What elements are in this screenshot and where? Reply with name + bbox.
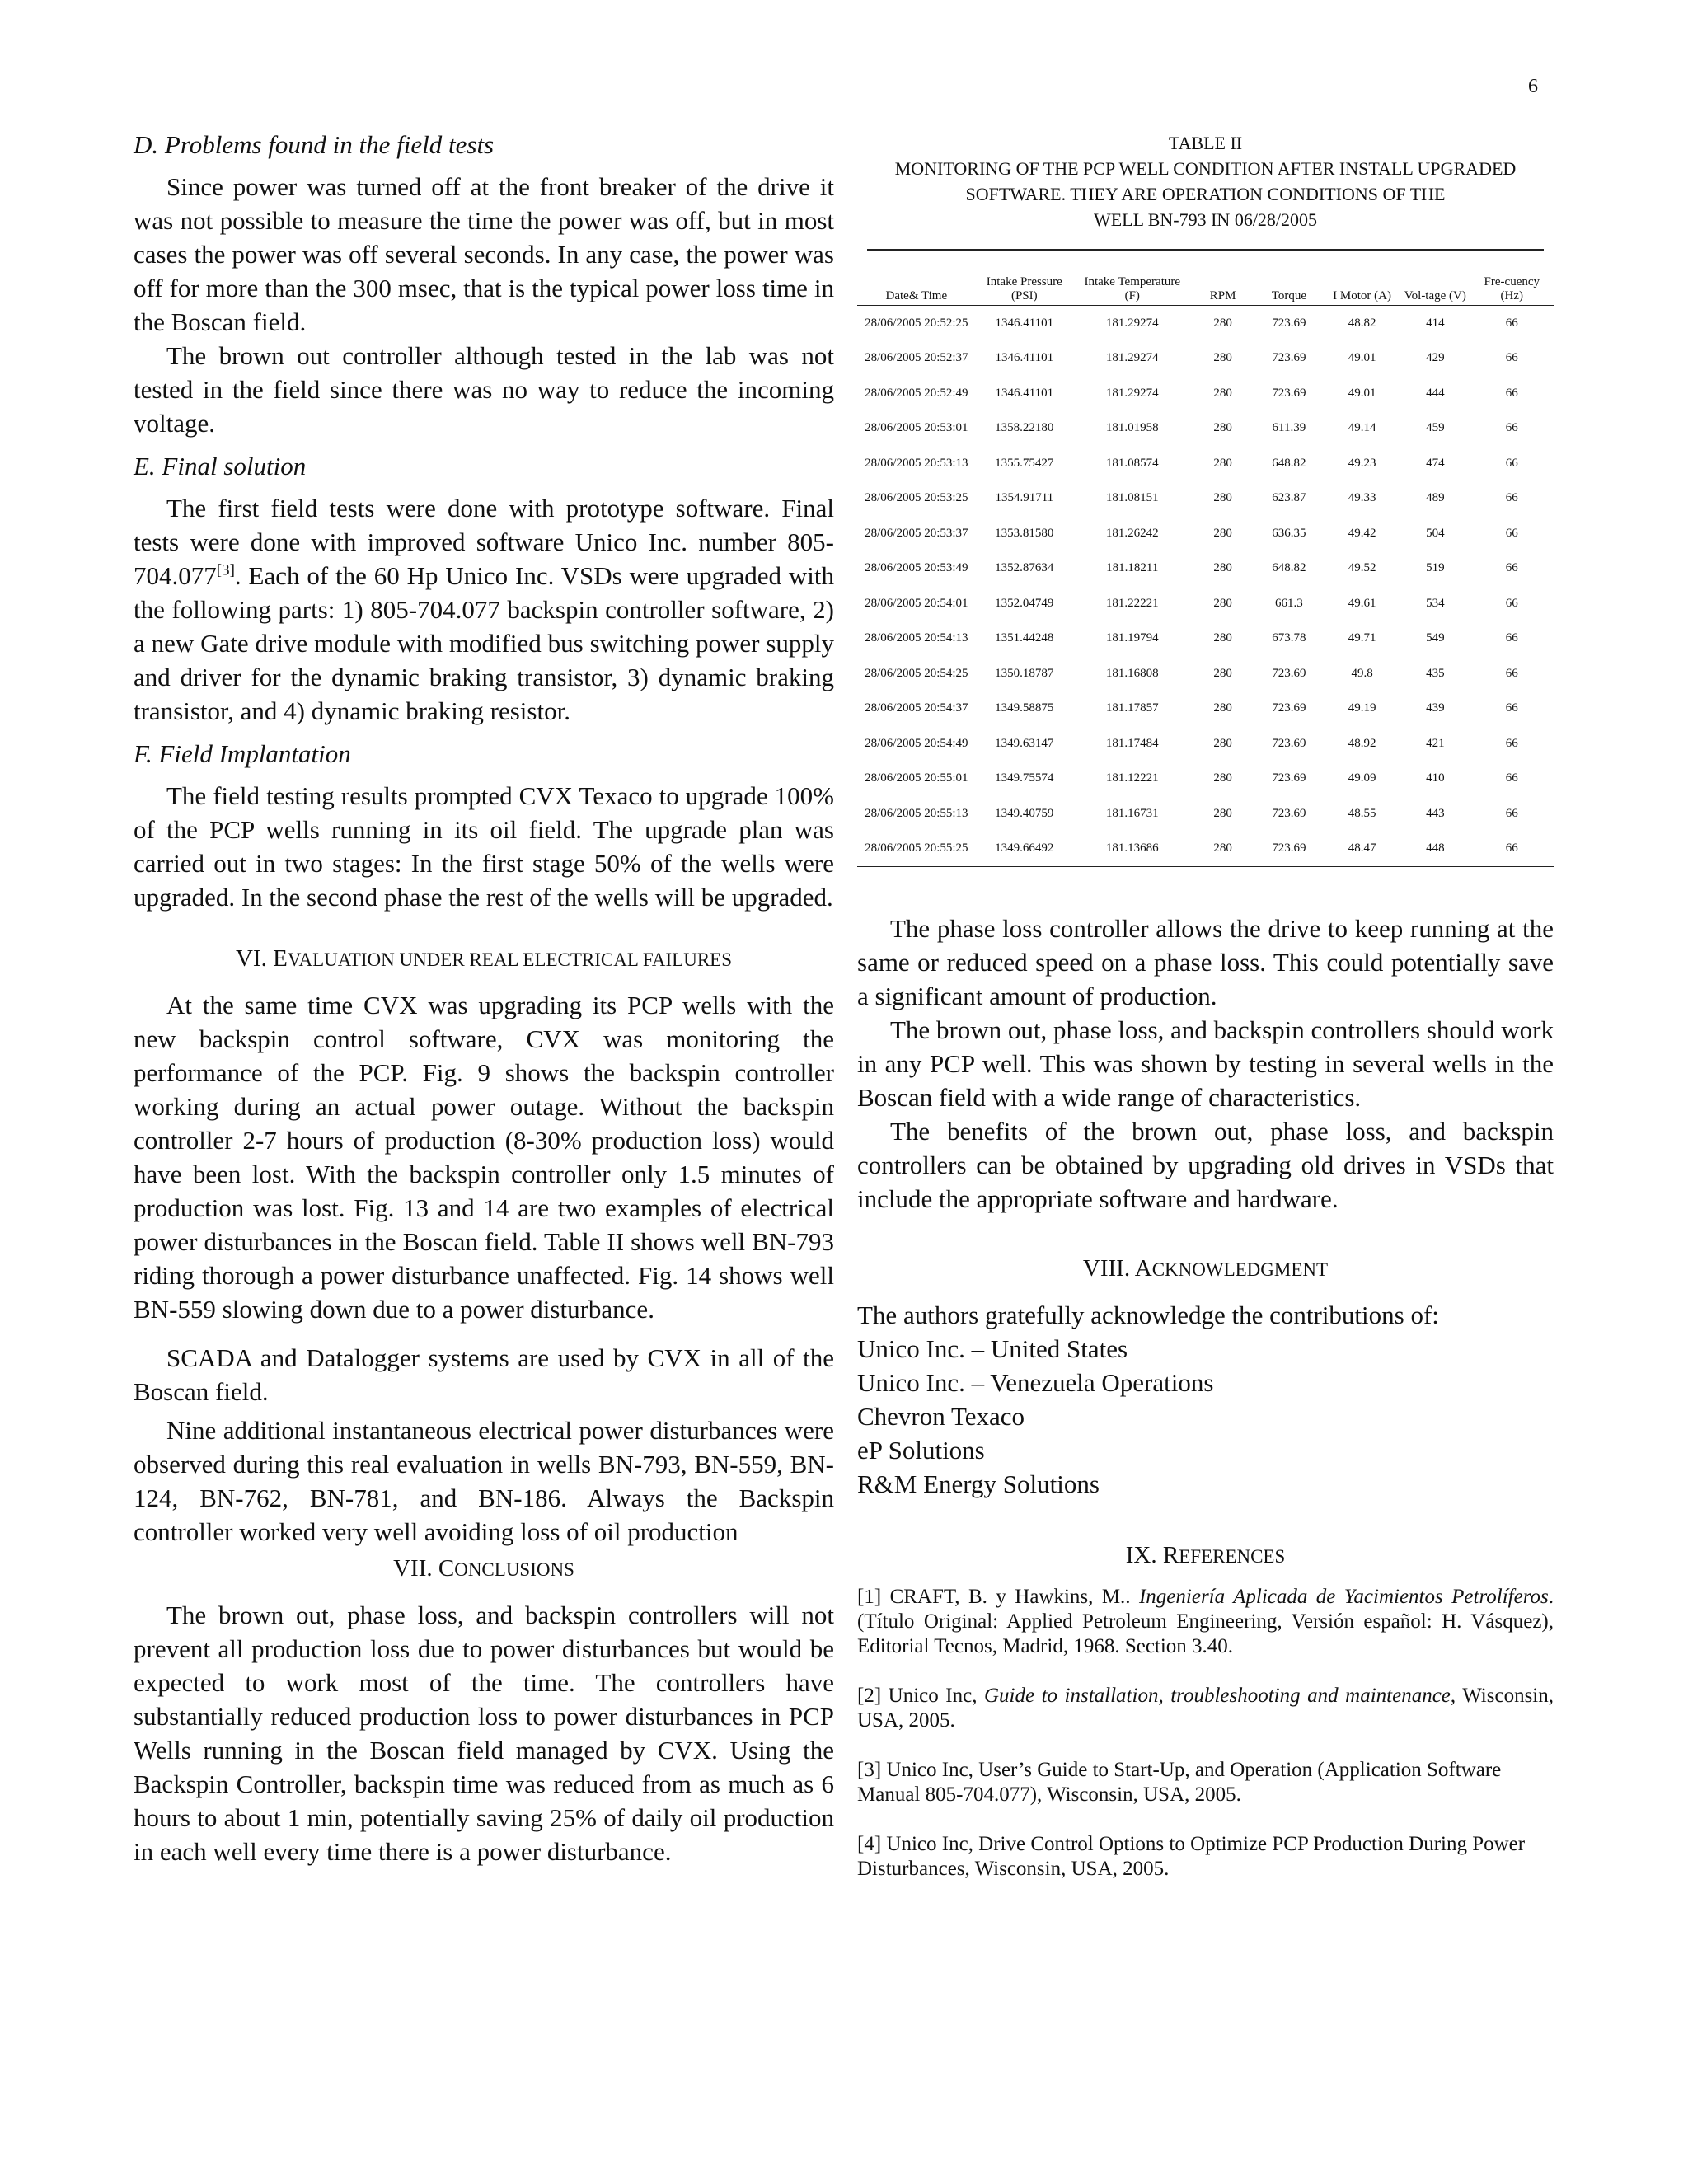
table-cell: 28/06/2005 20:53:25: [865, 491, 968, 505]
section-number: VIII.: [1082, 1255, 1135, 1282]
paragraph: The brown out controller although tested in the lab was not tested in the field since there was no way to reduce the incoming voltage.: [134, 341, 834, 438]
table-cell: 49.52: [1348, 561, 1376, 575]
table-top-rule: [867, 249, 1544, 251]
table-cell: 1352.04749: [995, 596, 1054, 610]
paragraph: The field testing results prompted CVX Texaco to upgrade 100% of the PCP wells running in its oil field. The upgrade plan was carried out in two stages: In the first stage 50% of the wells were upgraded. In the second phase the rest of the wells will be upgraded.: [134, 781, 834, 912]
table-cell: 66: [1505, 386, 1518, 400]
table-cell: 28/06/2005 20:55:25: [857, 832, 976, 867]
table-cell: 181.18211: [1106, 561, 1159, 575]
table-body: [857, 306, 1554, 867]
section-number: VII.: [393, 1555, 438, 1582]
section-rest: ONCLUSIONS: [454, 1559, 574, 1580]
table-cell: 181.16731: [1105, 806, 1159, 820]
table-cell: 49.01: [1348, 386, 1376, 400]
table-cell: 28/06/2005 20:55:01: [865, 771, 968, 785]
table-cell: 66: [1505, 596, 1518, 610]
table-cell: 723.69: [1272, 666, 1306, 680]
table-cell: 280: [1213, 456, 1232, 470]
reference-title: Ingeniería Aplicada de Yacimientos Petrolíferos: [1138, 1586, 1549, 1608]
table-cell: 280: [1213, 386, 1232, 400]
table-cell: 280: [1213, 771, 1232, 785]
acknowledgment-item: Unico Inc. – United States: [857, 1334, 1128, 1363]
table-cell: 280: [1213, 666, 1232, 680]
section-vi-title: [134, 942, 834, 977]
table-cell: 1353.81580: [995, 526, 1054, 540]
data-table: [857, 275, 1554, 867]
table-cell: 280: [1192, 832, 1254, 867]
table-cell: 723.69: [1272, 351, 1306, 365]
table-cell: 66: [1505, 771, 1518, 785]
table-cell: 489: [1426, 491, 1445, 505]
section-vii-title: [134, 1552, 834, 1586]
table-cell: 648.82: [1272, 456, 1306, 470]
table-row: [857, 446, 1554, 481]
text-span: , Wisconsin, USA, 2005.: [857, 1685, 1554, 1732]
table-cell: 410: [1426, 771, 1445, 785]
table-cell: 48.47: [1324, 832, 1400, 867]
right-column: [857, 122, 1554, 1906]
table-cell: 28/06/2005 20:54:37: [865, 701, 968, 715]
text-span: . Each of the 60 Hp Unico Inc. VSDs were upgraded with the following parts: 1) 805-704.077 backspin controller software, 2) a new Gate drive module with modified bus switching power supply and driver for the dynamic braking transistor, 3) dynamic braking transistor, and 4) dynamic braking resistor.: [134, 561, 834, 725]
table-cell: 1346.41101: [995, 351, 1054, 365]
table-cell: 66: [1505, 456, 1518, 470]
table-cell: 181.08574: [1105, 456, 1159, 470]
table-cell: 48.92: [1348, 736, 1376, 750]
table-cell: 66: [1505, 561, 1518, 575]
table-cell: 28/06/2005 20:53:49: [865, 561, 968, 575]
table-row: [857, 306, 1554, 341]
subsection-d-title: D. Problems found in the field tests: [134, 130, 495, 159]
table-cell: 66: [1470, 832, 1554, 867]
section-viii-title: [857, 1252, 1554, 1286]
subsection-e-title: E. Final solution: [134, 452, 307, 480]
table-cell: 28/06/2005 20:52:25: [865, 316, 968, 330]
table-row: [857, 796, 1554, 832]
table-row: [857, 762, 1554, 797]
table-cell: 648.82: [1272, 561, 1306, 575]
table-cell: 66: [1505, 736, 1518, 750]
text-span: . (Título Original: Applied Petroleum Engineering, Versión español: H. Vásquez), Editorial Tecnos, Madrid, 1968. Section 3.40.: [857, 1586, 1554, 1657]
table-caption-line: MONITORING OF THE PCP WELL CONDITION AFTER INSTALL UPGRADED: [894, 158, 1517, 179]
table-cell: 534: [1426, 596, 1445, 610]
table-cell: 280: [1213, 561, 1232, 575]
text-span: [1] CRAFT, B. y Hawkins, M..: [857, 1586, 1139, 1608]
paragraph: The brown out, phase loss, and backspin controllers will not prevent all production loss due to power disturbances but would be expected to work most of the time. The controllers have substantially reduced production loss to power disturbances in PCP Wells running in the Boscan field managed by CVX. Using the Backspin Controller, backspin time was reduced from as much as 6 hours to about 1 min, potentially saving 25% of daily oil production in each well every time there is a power disturbance.: [134, 1601, 834, 1866]
acknowledgment-item: eP Solutions: [857, 1436, 985, 1465]
section-rest: CKNOWLEDGMENT: [1151, 1259, 1329, 1280]
column-header: Intake Pressure (PSI): [976, 275, 1073, 306]
table-cell: 28/06/2005 20:54:01: [865, 596, 968, 610]
table-cell: 280: [1213, 701, 1232, 715]
acknowledgment-item: Chevron Texaco: [857, 1402, 1025, 1431]
table-cell: 181.22221: [1105, 596, 1159, 610]
citation-link[interactable]: [3]: [216, 561, 235, 579]
table-cell: 28/06/2005 20:55:13: [865, 806, 968, 820]
section-ix-title: [857, 1539, 1554, 1573]
table-row: [857, 726, 1554, 762]
table-cell: 49.61: [1348, 596, 1376, 610]
table-cell: 1349.40759: [995, 806, 1054, 820]
table-cell: 66: [1505, 701, 1518, 715]
table-cell: 435: [1426, 666, 1445, 680]
table-cell: 723.69: [1272, 701, 1306, 715]
table-cell: 181.19794: [1105, 631, 1159, 645]
table-cell: 673.78: [1272, 631, 1306, 645]
reference-title: Guide to installation, troubleshooting and maintenance: [983, 1685, 1451, 1707]
table-cell: 439: [1426, 701, 1445, 715]
paragraph: SCADA and Datalogger systems are used by CVX in all of the Boscan field.: [134, 1343, 834, 1406]
table-cell: 723.69: [1254, 832, 1325, 867]
section-rest: EFERENCES: [1179, 1546, 1286, 1567]
table-cell: 181.29274: [1105, 316, 1159, 330]
table-cell: 280: [1213, 736, 1232, 750]
subsection-f-title: F. Field Implantation: [134, 739, 351, 768]
table-cell: 181.12221: [1105, 771, 1159, 785]
table-row: [857, 586, 1554, 621]
table-cell: 280: [1213, 421, 1232, 435]
reference-item: [4] Unico Inc, Drive Control Options to Optimize PCP Production During Power Disturbances, Wisconsin, USA, 2005.: [857, 1833, 1526, 1880]
paragraph: The phase loss controller allows the drive to keep running at the same or reduced speed on a phase loss. This could potentially save a significant amount of production.: [857, 914, 1554, 1010]
table-cell: 66: [1505, 491, 1518, 505]
reference-item: [857, 1684, 1554, 1733]
table-cell: 28/06/2005 20:54:13: [865, 631, 968, 645]
table-row: [857, 341, 1554, 377]
table-cell: 1346.41101: [995, 386, 1054, 400]
table-cell: 66: [1505, 666, 1518, 680]
column-header: Vol-tage (V): [1400, 275, 1470, 306]
table-cell: 66: [1505, 526, 1518, 540]
table-label: TABLE II: [1168, 133, 1243, 153]
table-row: [857, 551, 1554, 587]
table-cell: 1349.66492: [976, 832, 1073, 867]
reference-item: [3] Unico Inc, User’s Guide to Start-Up, and Operation (Application Software Manual 805-704.077), Wisconsin, USA, 2005.: [857, 1759, 1502, 1806]
table-row: [857, 656, 1554, 691]
table-cell: 28/06/2005 20:52:37: [865, 351, 968, 365]
table-cell: 181.13686: [1073, 832, 1192, 867]
table-cell: 723.69: [1272, 736, 1306, 750]
table-cell: 1349.63147: [995, 736, 1054, 750]
table-cell: 474: [1426, 456, 1445, 470]
text-span: [2] Unico Inc,: [857, 1685, 984, 1707]
section-initial: A: [1134, 1255, 1152, 1282]
table-cell: 1355.75427: [995, 456, 1054, 470]
table-cell: 443: [1426, 806, 1445, 820]
table-cell: 181.17857: [1105, 701, 1159, 715]
table-cell: 1349.58875: [995, 701, 1054, 715]
table-cell: 519: [1426, 561, 1445, 575]
table-cell: 49.14: [1348, 421, 1376, 435]
section-number: VI.: [235, 945, 274, 972]
table-cell: 1351.44248: [995, 631, 1054, 645]
table-cell: 448: [1400, 832, 1470, 867]
table-cell: 280: [1213, 526, 1232, 540]
table-row: [857, 481, 1554, 517]
table-cell: 414: [1426, 316, 1445, 330]
table-cell: 181.17484: [1105, 736, 1159, 750]
table-cell: 1358.22180: [995, 421, 1054, 435]
table-header-row: [857, 275, 1554, 306]
table-cell: 504: [1426, 526, 1445, 540]
table-cell: 28/06/2005 20:53:01: [865, 421, 968, 435]
table-cell: 49.09: [1348, 771, 1376, 785]
table-row: [857, 411, 1554, 447]
table-cell: 181.26242: [1105, 526, 1159, 540]
table-cell: 28/06/2005 20:52:49: [865, 386, 968, 400]
table-cell: 280: [1213, 351, 1232, 365]
table-cell: 66: [1505, 351, 1518, 365]
table-cell: 1346.41101: [995, 316, 1054, 330]
section-initial: C: [438, 1555, 455, 1582]
table-cell: 1350.18787: [995, 666, 1054, 680]
table-cell: 28/06/2005 20:54:49: [865, 736, 968, 750]
table-cell: 28/06/2005 20:53:13: [865, 456, 968, 470]
column-header: I Motor (A): [1324, 275, 1400, 306]
table-cell: 181.16808: [1105, 666, 1159, 680]
table-cell: 28/06/2005 20:54:25: [865, 666, 968, 680]
table-cell: 723.69: [1272, 771, 1306, 785]
table-row: [857, 516, 1554, 551]
table-cell: 181.29274: [1105, 351, 1159, 365]
table-row: [857, 691, 1554, 727]
table-cell: 280: [1213, 631, 1232, 645]
acknowledgment-intro: The authors gratefully acknowledge the contributions of:: [857, 1301, 1439, 1329]
table-cell: 611.39: [1272, 421, 1306, 435]
section-number: IX.: [1125, 1542, 1163, 1568]
table-cell: 181.08151: [1105, 491, 1159, 505]
acknowledgment-item: Unico Inc. – Venezuela Operations: [857, 1368, 1214, 1397]
table-cell: 1352.87634: [995, 561, 1054, 575]
paragraph: At the same time CVX was upgrading its PCP wells with the new backspin control software, CVX was monitoring the performance of the PCP. Fig. 9 shows the backspin controller working during an actual power outage. Without the backspin controller 2-7 hours of production (8-30% production loss) would have been lost. With the backspin controller only 1.5 minutes of production was lost. Fig. 13 and 14 are two examples of electrical power disturbances in the Boscan field. Table II shows well BN-793 riding thorough a power disturbance unaffected. Fig. 14 shows well BN-559 slowing down due to a power disturbance.: [134, 991, 834, 1324]
page-number: 6: [1528, 76, 1538, 97]
table-cell: 66: [1505, 421, 1518, 435]
table-cell: 661.3: [1275, 596, 1303, 610]
column-header: Fre-cuency (Hz): [1470, 275, 1554, 306]
table-cell: 723.69: [1272, 806, 1306, 820]
table-cell: 280: [1213, 806, 1232, 820]
column-header: Intake Temperature (F): [1073, 275, 1192, 306]
table-row: [857, 376, 1554, 411]
table-cell: 549: [1426, 631, 1445, 645]
paragraph: Since power was turned off at the front breaker of the drive it was not possible to measure the time the power was off, but in most cases the power was off several seconds. In any case, the power was off for more than the 300 msec, that is the typical power loss time in the Boscan field.: [134, 172, 834, 336]
paragraph: The brown out, phase loss, and backspin controllers should work in any PCP well. This was shown by testing in several wells in the Boscan field with a wide range of characteristics.: [857, 1015, 1554, 1112]
table-cell: 459: [1426, 421, 1445, 435]
table-cell: 49.23: [1348, 456, 1376, 470]
table-cell: 723.69: [1272, 316, 1306, 330]
table-cell: 636.35: [1272, 526, 1306, 540]
table-cell: 1349.75574: [995, 771, 1054, 785]
section-initial: R: [1162, 1542, 1179, 1568]
table-cell: 280: [1213, 316, 1232, 330]
table-cell: 1354.91711: [995, 491, 1054, 505]
table-caption-line: SOFTWARE. THEY ARE OPERATION CONDITIONS OF THE: [965, 184, 1446, 204]
table-cell: 623.87: [1272, 491, 1306, 505]
paragraph: [134, 491, 834, 728]
table-row: [857, 832, 1554, 867]
table-cell: 421: [1426, 736, 1445, 750]
paragraph: Nine additional instantaneous electrical power disturbances were observed during this real evaluation in wells BN-793, BN-559, BN-124, BN-762, BN-781, and BN-186. Always the Backspin controller worked very well avoiding loss of oil production: [134, 1416, 834, 1546]
column-header: RPM: [1192, 275, 1254, 306]
table-cell: 49.01: [1348, 351, 1376, 365]
table-cell: 723.69: [1272, 386, 1306, 400]
reference-item: [857, 1585, 1554, 1659]
acknowledgment-item: R&M Energy Solutions: [857, 1469, 1100, 1498]
table-caption-line: WELL BN-793 IN 06/28/2005: [1093, 209, 1318, 230]
column-header: Torque: [1254, 275, 1325, 306]
section-initial: E: [273, 945, 288, 972]
table-cell: 49.42: [1348, 526, 1376, 540]
table-cell: 28/06/2005 20:53:37: [865, 526, 968, 540]
table-cell: 49.33: [1348, 491, 1376, 505]
table-cell: 280: [1213, 491, 1232, 505]
table-cell: 49.8: [1351, 666, 1373, 680]
table-cell: 66: [1505, 806, 1518, 820]
table-cell: 66: [1505, 316, 1518, 330]
table-row: [857, 621, 1554, 657]
text-span: The first field tests were done with prototype software. Final tests were done with improved software Unico Inc. number 805-704.077: [134, 494, 834, 590]
left-column: [134, 122, 834, 1868]
table-cell: 429: [1426, 351, 1445, 365]
table-cell: 444: [1426, 386, 1445, 400]
column-header: Date& Time: [857, 275, 976, 306]
table-cell: 181.01958: [1105, 421, 1159, 435]
paragraph: The benefits of the brown out, phase loss, and backspin controllers can be obtained by upgrading old drives in VSDs that include the appropriate software and hardware.: [857, 1117, 1554, 1213]
table-cell: 66: [1505, 631, 1518, 645]
table-cell: 280: [1213, 596, 1232, 610]
section-rest: VALUATION UNDER REAL ELECTRICAL FAILURES: [287, 949, 733, 970]
table-cell: 49.19: [1348, 701, 1376, 715]
table-cell: 49.71: [1348, 631, 1376, 645]
table-cell: 48.82: [1348, 316, 1376, 330]
table-cell: 181.29274: [1105, 386, 1159, 400]
table-cell: 48.55: [1348, 806, 1376, 820]
